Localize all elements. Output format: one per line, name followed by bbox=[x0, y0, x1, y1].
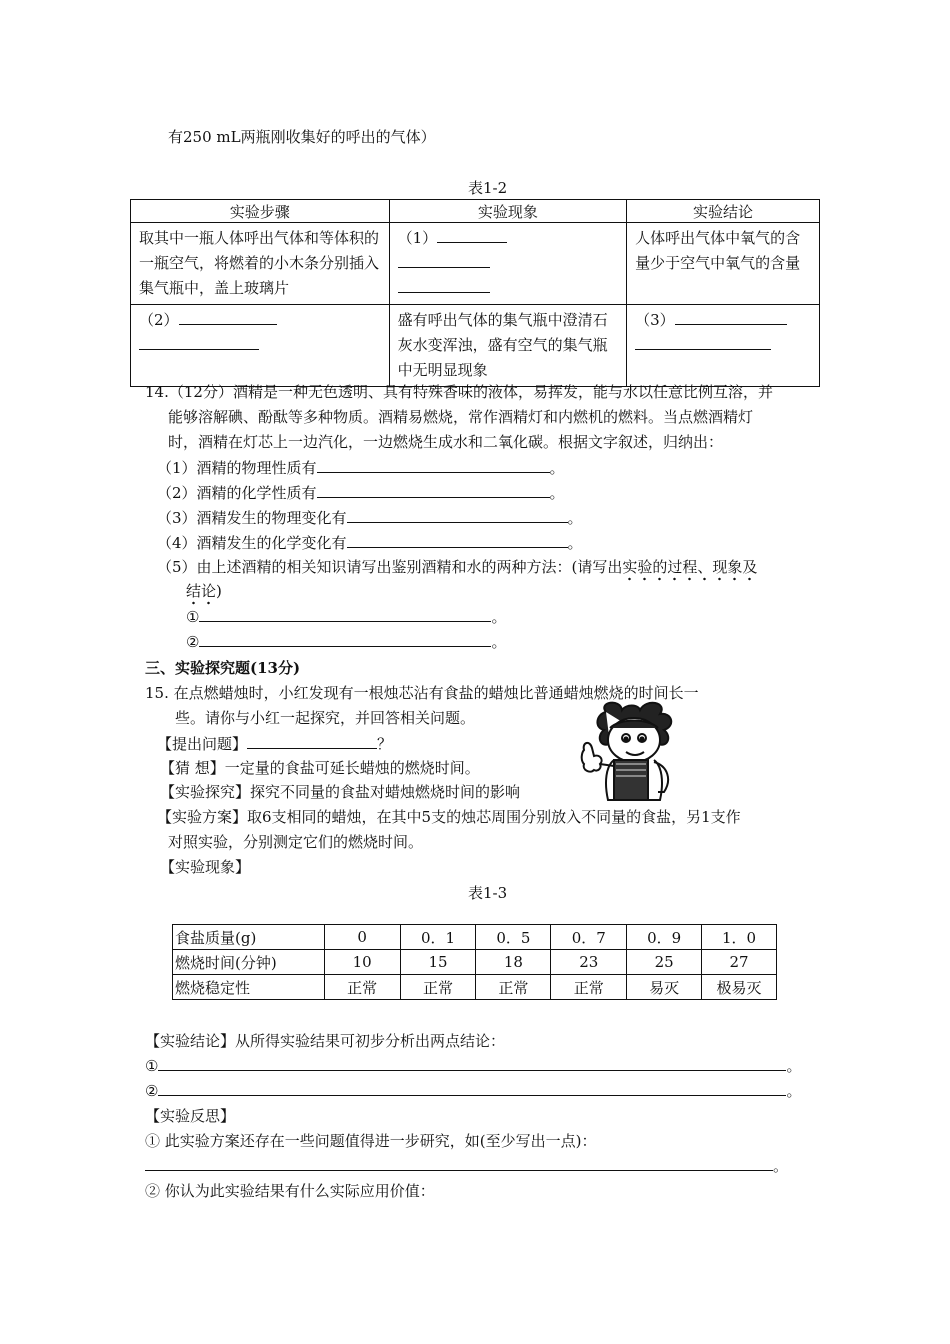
table-1-2-row2-step bbox=[131, 305, 390, 387]
q15-conclusion-1 bbox=[145, 1055, 801, 1076]
q14-item4 bbox=[157, 532, 583, 553]
q15-conclusion: 【实验结论】从所得实验结果可初步分析出两点结论： bbox=[145, 1032, 506, 1050]
q14-item4-blank[interactable] bbox=[347, 546, 568, 548]
table-1-3 bbox=[172, 924, 777, 1000]
table-cell: 10 bbox=[324, 950, 400, 975]
q15-ask-end: ？ bbox=[377, 735, 393, 753]
table-cell: 25 bbox=[627, 950, 702, 975]
q14-item2-text: （2）酒精的化学性质有 bbox=[157, 484, 317, 502]
table-1-2 bbox=[130, 199, 820, 387]
q14-item1-text: （1）酒精的物理性质有 bbox=[157, 459, 317, 477]
table-cell: 23 bbox=[551, 950, 627, 975]
q15-line1: 15. 在点燃蜡烛时，小红发现有一根烛芯沾有食盐的蜡烛比普通蜡烛燃烧的时间长一 bbox=[145, 684, 699, 702]
table-cell: 0．1 bbox=[400, 925, 476, 950]
q15-conclusion-2-blank[interactable] bbox=[158, 1094, 786, 1096]
q14-item5-close: ) bbox=[216, 582, 222, 600]
table-row bbox=[173, 975, 777, 1000]
table-1-2-row1-conclusion: 人体呼出气体中氧气的含量少于空气中氧气的含量 bbox=[627, 223, 820, 305]
q14-method2 bbox=[186, 631, 506, 652]
q15-plan-line1: 【实验方案】取6支相同的蜡烛，在其中5支的烛芯周围分别放入不同量的食盐，另1支作 bbox=[157, 808, 741, 826]
table-cell: 18 bbox=[476, 950, 551, 975]
table-1-2-caption: 表1-2 bbox=[468, 179, 508, 197]
table-1-2-header-conclusion: 实验结论 bbox=[627, 200, 820, 223]
q15-ask-label: 【提出问题】 bbox=[157, 735, 248, 753]
q14-method2-blank[interactable] bbox=[199, 645, 491, 647]
q14-line3: 时，酒精在灯芯上一边汽化，一边燃烧生成水和二氧化碳。根据文字叙述，归纳出： bbox=[168, 433, 724, 451]
table-row bbox=[173, 950, 777, 975]
answer-blank-2b[interactable] bbox=[139, 348, 259, 350]
q14-method1-marker: ① bbox=[186, 608, 200, 626]
q15-explore: 【实验探究】探究不同量的食盐对蜡烛燃烧时间的影响 bbox=[160, 783, 521, 801]
q14-method1 bbox=[186, 606, 506, 627]
q15-guess: 【猜 想】一定量的食盐可延长蜡烛的燃烧时间。 bbox=[160, 759, 480, 777]
table-cell: 正常 bbox=[400, 975, 476, 1000]
q14-method2-end: 。 bbox=[491, 633, 507, 651]
q14-item1-blank[interactable] bbox=[317, 471, 550, 473]
q14-line2: 能够溶解碘、酚酞等多种物质。酒精易燃烧，常作酒精灯和内燃机的燃料。当点燃酒精灯 bbox=[168, 408, 754, 426]
table-cell: 1．0 bbox=[702, 925, 777, 950]
q15-reflect-1-answer bbox=[145, 1155, 788, 1176]
table-cell: 0．5 bbox=[476, 925, 551, 950]
table-cell: 易灭 bbox=[627, 975, 702, 1000]
table-1-3-row-label: 食盐质量(g) bbox=[173, 925, 325, 950]
q14-item3-blank[interactable] bbox=[347, 521, 568, 523]
answer-blank-1a[interactable] bbox=[437, 241, 507, 243]
q14-item5-emphasis-1: 实验的过程、现象及 bbox=[622, 558, 757, 582]
table-1-2-row1-step: 取其中一瓶人体呼出气体和等体积的一瓶空气，将燃着的小木条分别插入集气瓶中，盖上玻璃片 bbox=[131, 223, 390, 305]
table-1-2-row1-phenomenon bbox=[389, 223, 627, 305]
q14-line1: 14.（12分）酒精是一种无色透明、具有特殊香味的液体，易挥发，能与水以任意比例互溶，并 bbox=[145, 383, 773, 401]
answer-blank-3a[interactable] bbox=[675, 323, 787, 325]
q14-item2-blank[interactable] bbox=[317, 496, 550, 498]
q14-item5-cont bbox=[186, 580, 222, 601]
table-1-2-row2-phenomenon: 盛有呼出气体的集气瓶中澄清石灰水变浑浊，盛有空气的集气瓶中无明显现象 bbox=[389, 305, 627, 387]
q14-item4-end: 。 bbox=[567, 534, 583, 552]
q15-reflect-1: ① 此实验方案还存在一些问题值得进一步研究，如(至少写出一点)： bbox=[145, 1132, 597, 1150]
q15-reflect-label: 【实验反思】 bbox=[145, 1107, 236, 1125]
q14-item1-end: 。 bbox=[549, 459, 565, 477]
answer-blank-1b[interactable] bbox=[398, 266, 490, 268]
q15-plan-line2: 对照实验，分别测定它们的燃烧时间。 bbox=[168, 833, 424, 851]
q15-ask-blank[interactable] bbox=[247, 747, 377, 749]
q14-item3-end: 。 bbox=[567, 509, 583, 527]
answer-label-1: （1） bbox=[397, 229, 438, 247]
q15-line2: 些。请你与小红一起探究，并回答相关问题。 bbox=[175, 709, 476, 727]
q15-conclusion-1-end: 。 bbox=[786, 1057, 802, 1075]
q15-reflect-1-end: 。 bbox=[773, 1157, 789, 1175]
table-cell: 15 bbox=[400, 950, 476, 975]
q15-conclusion-1-blank[interactable] bbox=[158, 1069, 786, 1071]
table-1-3-caption: 表1-3 bbox=[468, 884, 508, 902]
q15-conclusion-2-marker: ② bbox=[145, 1082, 159, 1100]
q14-item5 bbox=[157, 556, 757, 577]
table-cell: 正常 bbox=[551, 975, 627, 1000]
answer-blank-2a[interactable] bbox=[179, 323, 277, 325]
girl-cartoon-illustration bbox=[576, 700, 686, 804]
answer-blank-3b[interactable] bbox=[635, 348, 771, 350]
q15-conclusion-1-marker: ① bbox=[145, 1057, 159, 1075]
table-cell: 正常 bbox=[476, 975, 551, 1000]
table-row bbox=[173, 925, 777, 950]
table-cell: 0 bbox=[324, 925, 400, 950]
table-cell: 0．7 bbox=[551, 925, 627, 950]
q15-reflect-2: ② 你认为此实验结果有什么实际应用价值： bbox=[145, 1182, 435, 1200]
table-1-3-row-label: 燃烧时间(分钟) bbox=[173, 950, 325, 975]
table-cell: 27 bbox=[702, 950, 777, 975]
q15-phenomenon-label: 【实验现象】 bbox=[160, 858, 251, 876]
q14-method1-end: 。 bbox=[491, 608, 507, 626]
q14-method2-marker: ② bbox=[186, 633, 200, 651]
answer-label-2: （2） bbox=[139, 311, 179, 329]
intro-line: 有250 mL两瓶刚收集好的呼出的气体） bbox=[168, 128, 436, 146]
table-1-3-row-label: 燃烧稳定性 bbox=[173, 975, 325, 1000]
q14-method1-blank[interactable] bbox=[199, 620, 491, 622]
q14-item5-text: （5）由上述酒精的相关知识请写出鉴别酒精和水的两种方法：(请写出 bbox=[157, 558, 623, 576]
q14-item2-end: 。 bbox=[549, 484, 565, 502]
q15-conclusion-2-end: 。 bbox=[786, 1082, 802, 1100]
q14-item2 bbox=[157, 482, 565, 503]
table-cell: 极易灭 bbox=[702, 975, 777, 1000]
q14-item3 bbox=[157, 507, 583, 528]
table-1-2-header-step: 实验步骤 bbox=[131, 200, 390, 223]
answer-blank-1c[interactable] bbox=[398, 291, 490, 293]
answer-label-3: （3） bbox=[635, 311, 675, 329]
q14-item4-text: （4）酒精发生的化学变化有 bbox=[157, 534, 347, 552]
q14-item5-emphasis-2: 结论 bbox=[186, 582, 216, 606]
table-1-2-row2-conclusion bbox=[627, 305, 820, 387]
q14-item3-text: （3）酒精发生的物理变化有 bbox=[157, 509, 347, 527]
table-cell: 正常 bbox=[324, 975, 400, 1000]
q15-ask bbox=[157, 733, 392, 754]
q15-conclusion-2 bbox=[145, 1080, 801, 1101]
table-cell: 0．9 bbox=[627, 925, 702, 950]
section-3-heading: 三、实验探究题(13分) bbox=[145, 659, 301, 677]
q15-reflect-1-blank[interactable] bbox=[145, 1169, 773, 1171]
q14-item1 bbox=[157, 457, 565, 478]
table-1-2-header-phenomenon: 实验现象 bbox=[389, 200, 627, 223]
